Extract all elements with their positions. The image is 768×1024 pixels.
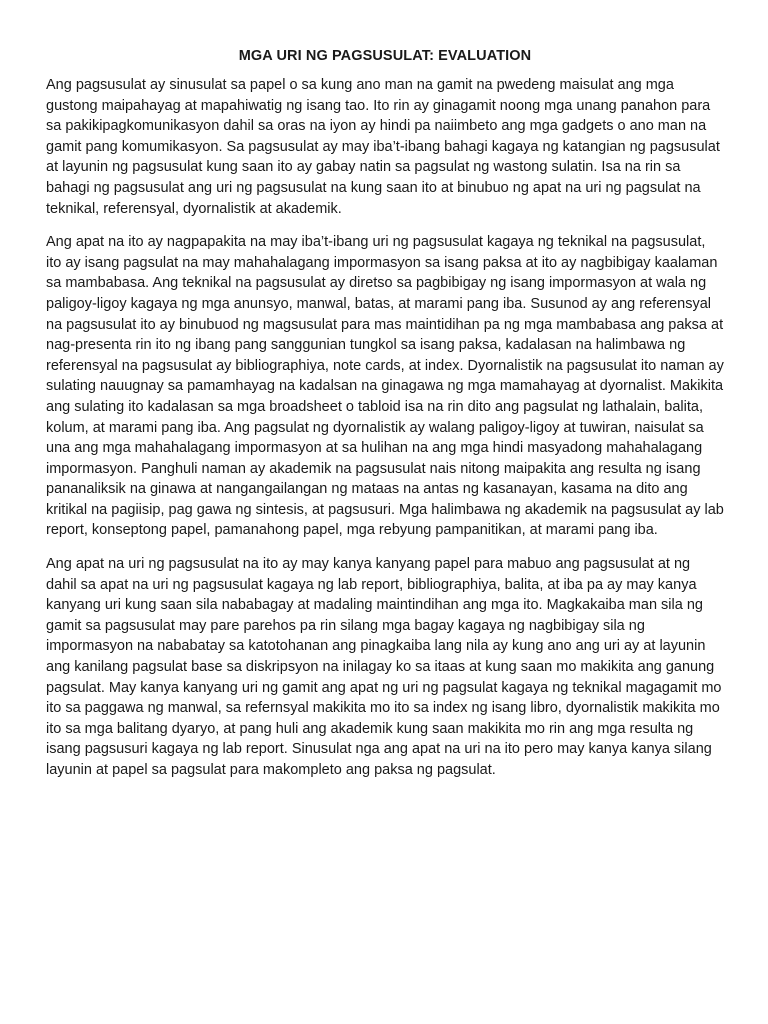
document-title: MGA URI NG PAGSUSULAT: EVALUATION [238, 48, 532, 64]
paragraph-four-types: Ang apat na ito ay nagpapakita na may iba’t-ibang uri ng pagsusulat kagaya ng teknikal na pagsusulat, ito ay isang pagsulat na may mahahalagang impormasyon sa isang paksa at ito ay nagbibigay kaalaman sa mambabasa. Ang teknikal na pagsusulat ay diretso sa pagbibigay ng isang impormasyon at wala ng paligoy-ligoy kagaya ng mga anunsyo, manwal, batas, at marami pang iba. Susunod ay ang referensyal na pagsusulat ito ay binubuod ng magsusulat para mas maintidihan pa ng mga mambabasa ang paksa at nag-presenta rin ito ng ibang pang sanggunian tungkol sa isang paksa, kadalasan na halimbawa ng referensyal na pagsusulat ay bibliographiya, note cards, at index. Dyornalistik na pagsusulat ito naman ay sulating nauugnay sa pamamhayag na kadalsan na ginagawa ng mga mamahayag at dyornalist. Makikita ang sulating ito kadalasan sa mga broadsheet o tabloid isa na rin dito ang pagsulat ng lathalain, balita, kolum, at marami pang iba. Ang pagsulat ng dyornalistik ay walang paligoy-ligoy at tuwiran, naisulat sa una ang mga mahahalagang impormasyon at sa hulihan na ang mga hindi masyadong mahahalagang impormasyon. Panghuli naman ay akademik na pagsusulat nais nitong maipakita ang resulta ng isang pananaliksik na ginawa at nangangailangan ng mataas na antas ng kasanayan, kasama na dito ang kritikal na pagiisip, pag gawa ng sintesis, at pagsusuri. Mga halimbawa ng akademik na pagsusulat ay lab report, konseptong papel, pamanahong papel, mga rebyung pampanitikan, at marami pang iba. [46, 234, 724, 539]
paragraph-conclusion: Ang apat na uri ng pagsusulat na ito ay may kanya kanyang papel para mabuo ang pagsusulat at ng dahil sa apat na uri ng pagsusulat kagaya ng lab report, bibliographiya, balita, at iba pa ay may kanya kanyang uri kung saan sila nababagay at madaling maintindihan ang mga ito. Magkakaiba man sila ng gamit sa pagsusulat may pare parehos pa rin silang mga bagay kagaya ng nagbibigay sila ng impormasyon na nababatay sa katotohanan ang pinagkaiba lang nila ay kung ano ang uri ay at layunin ang kanilang pagsulat base sa diskripsyon na inilagay ko sa itaas at kung saan mo makikita ang ganung pagsulat. May kanya kanyang uri ng gamit ang apat ng uri ng pagsulat kagaya ng teknikal magagamit mo ito sa paggawa ng manwal, sa refernsyal makikita mo ito sa index ng isang libro, dyornalistik makikita mo ito sa mga balitang dyaryo, at pang huli ang akademik kung saan makikita mo rin ang mga resulta ng isang pagsusuri kagaya ng lab report. Sinusulat nga ang apat na uri na ito pero may kanya kanya silang layunin at papel sa pagsulat para makompleto ang paksa ng pagsulat. [46, 556, 722, 778]
paragraph-introduction: Ang pagsusulat ay sinusulat sa papel o sa kung ano man na gamit na pwedeng maisulat ang mga gustong maipahayag at mapahiwatig ng isang tao. Ito rin ay ginagamit noong mga unang panahon para sa pakikipagkomunikasyon dahil sa oras na iyon ay hindi pa naiimbeto ang mga gadgets o ano man na gamit pang komumikasyon. Sa pagsusulat ay may iba’t-ibang bahagi kagaya ng katangian ng pagsusulat at layunin ng pagsusulat kung saan ito ay gabay natin sa pagsulat ng wastong sulatin. Isa na rin sa bahagi ng pagsusulat ang uri ng pagsusulat na kung saan ito at binubuo ng apat na uri ng pagsulat na teknikal, referensyal, dyornalistik at akademik. [46, 77, 720, 217]
